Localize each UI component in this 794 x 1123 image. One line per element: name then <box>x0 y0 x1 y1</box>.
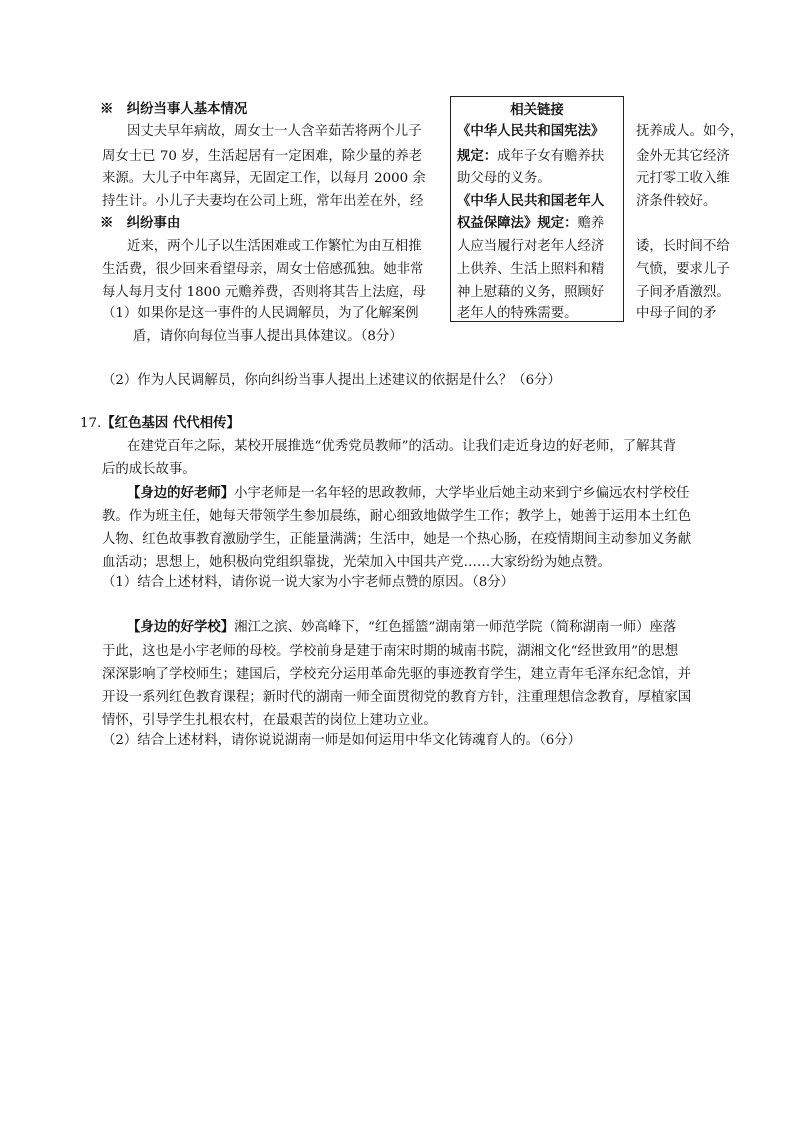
teacher-line: 人物、红色故事教育激励学生，正能量满满；生活中，她是一个热心肠，在疫情期间主动参加义务献 <box>102 532 692 547</box>
constitution-law-name: 《中华人民共和国宪法》 <box>457 123 605 139</box>
teacher-line: 血活动；思想上，她积极向党组织靠拢，光荣加入中国共产党……大家纷纷为她点赞。 <box>102 555 611 570</box>
section1-line: 来源。大儿子中年离异，无固定工作，以每月 2000 余 <box>102 171 426 186</box>
school-line: 于此，这也是小宇老师的母校。学校前身是建于南宋时期的城南书院，湖湘文化“经世致用”的思想 <box>102 644 679 659</box>
question-2: （2）作为人民调解员，你向纠纷当事人提出上述建议的依据是什么？（6分） <box>102 373 561 388</box>
provision-text: 赡养 <box>577 216 605 231</box>
school-tag: 【身边的好学校】 <box>127 619 235 635</box>
teacher-line: 教。作为班主任，她每天带领学生参加晨练，耐心细致地做学生工作；教学上，她善于运用本土红色 <box>102 509 692 524</box>
constitution-provision <box>457 146 604 167</box>
right-col-line: 济条件较好。 <box>636 194 717 209</box>
question-17 <box>80 413 240 434</box>
school-paragraph-first <box>127 617 676 638</box>
elderly-law-line: 人应当履行对老年人经济 <box>457 239 605 254</box>
section1-heading: ※ 纠纷当事人基本情况 <box>100 101 248 117</box>
sub-question-2: （2）结合上述材料，请你说说湖南一师是如何运用中华文化铸魂育人的。（6分） <box>102 733 582 748</box>
school-line: 深深影响了学校师生；建国后，学校充分运用革命先驱的事迹教育学生，建立青年毛泽东纪念馆，并 <box>102 667 692 682</box>
teacher-tag: 【身边的好老师】 <box>127 485 235 501</box>
school-line: 情怀，引导学生扎根农村，在最艰苦的岗位上建功立业。 <box>102 713 437 728</box>
question-title: 【红色基因 代代相传】 <box>101 415 240 431</box>
right-col-line: 元打零工收入维 <box>636 171 730 186</box>
teacher-text: 小宇老师是一名年轻的思政教师，大学毕业后她主动来到宁乡偏远农村学校任 <box>234 486 690 501</box>
section2-heading: ※ 纠纷事由 <box>100 215 181 231</box>
constitution-provision-line: 助父母的义务。 <box>457 171 551 186</box>
right-col-line: 子间矛盾激烈。 <box>636 285 730 300</box>
intro-line: 在建党百年之际，某校开展推选“优秀党员教师”的活动。让我们走近身边的好老师，了解其背 <box>127 439 677 454</box>
section1-line: 周女士已 70 岁，生活起居有一定困难，除少量的养老 <box>102 149 423 164</box>
question-number: 17. <box>80 416 102 431</box>
elderly-law-line: 上供养、生活上照料和精 <box>457 262 605 277</box>
school-text: 湘江之滨、妙高峰下，“红色摇篮”湖南第一师范学院（简称湖南一师）座落 <box>234 620 677 635</box>
right-col-line: 诿，长时间不给 <box>636 239 730 254</box>
right-col-line: 中母子间的矛 <box>636 306 717 321</box>
elderly-law-line: 神上慰藉的义务，照顾好 <box>457 285 605 300</box>
right-col-line: 抚养成人。如今， <box>636 124 744 139</box>
question-1: （1）如果你是这一事件的人民调解员，为了化解案例 <box>102 306 419 321</box>
related-links-title: 相关链接 <box>510 102 564 118</box>
provision-text: 成年子女有赡养扶 <box>497 149 605 164</box>
elderly-law-line: 老年人的特殊需要。 <box>457 306 578 321</box>
elderly-law-name-end: 权益保障法》规定： <box>457 215 578 231</box>
sub-question-1: （1）结合上述材料，请你说一说大家为小宇老师点赞的原因。（8分） <box>102 575 515 590</box>
section1-line: 因丈夫早年病故，周女士一人含辛茹苦将两个儿子 <box>127 124 422 139</box>
section2-line: 近来，两个儿子以生活困难或工作繁忙为由互相推 <box>127 239 422 254</box>
teacher-paragraph-first <box>127 483 689 504</box>
section2-line: 每人每月支付 1800 元赡养费，否则将其告上法庭，母 <box>102 285 426 300</box>
question-1-continued: 盾，请你向每位当事人提出具体建议。（8分） <box>133 329 403 344</box>
right-col-line: 金外无其它经济 <box>636 149 730 164</box>
section1-line: 持生计。小儿子夫妻均在公司上班，常年出差在外，经 <box>102 194 424 209</box>
elderly-law-name: 《中华人民共和国老年人 <box>457 193 605 209</box>
provision-label: 规定： <box>457 148 498 164</box>
elderly-law-provision <box>457 213 604 234</box>
school-line: 开设一系列红色教育课程；新时代的湖南一师全面贯彻党的教育方针，注重理想信念教育，厚植家国 <box>102 690 692 705</box>
right-col-line: 气愤，要求儿子 <box>636 262 730 277</box>
section2-line: 生活费，很少回来看望母亲，周女士倍感孤独。她非常 <box>102 262 424 277</box>
intro-line: 后的成长故事。 <box>102 462 196 477</box>
